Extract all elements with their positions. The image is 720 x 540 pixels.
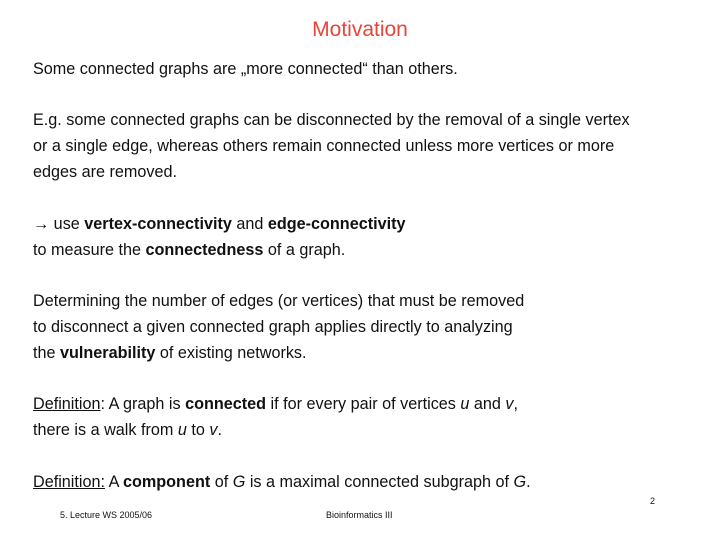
definition-connected-line-2: there is a walk from u to v.: [33, 421, 222, 439]
arrow-icon: →: [33, 215, 50, 233]
slide-title: Motivation: [312, 18, 408, 41]
definition-component: [33, 469, 703, 495]
term-component: component: [123, 473, 211, 491]
term-edge-connectivity: edge-connectivity: [267, 215, 406, 233]
definition-connected-line-1: Definition: A graph is connected if for every pair of vertices u and v,: [33, 395, 519, 413]
term-connected: connected: [185, 395, 267, 413]
definition-label: Definition: [33, 395, 101, 413]
paragraph-connectivity-line-1: → use vertex-connectivity and edge-connectivity: [33, 215, 406, 233]
paragraph-intro-text: Some connected graphs are „more connected“ than others.: [33, 60, 458, 78]
paragraph-example-line-1: E.g. some connected graphs can be disconnected by the removal of a single vertex: [33, 111, 630, 129]
footer-course: Bioinformatics III: [326, 510, 393, 520]
definition-connected: [33, 391, 703, 443]
paragraph-example-line-3: edges are removed.: [33, 163, 177, 181]
definition-component-line: Definition: A component of G is a maximal connected subgraph of G.: [33, 473, 531, 491]
paragraph-vulnerability-line-2: to disconnect a given connected graph applies directly to analyzing: [33, 318, 513, 336]
paragraph-vulnerability: [33, 288, 703, 366]
paragraph-connectivity-line-2: to measure the connectedness of a graph.: [33, 241, 346, 259]
page-number: 2: [650, 496, 656, 506]
paragraph-example-line-2: or a single edge, whereas others remain connected unless more vertices or more: [33, 137, 615, 155]
term-vertex-connectivity: vertex-connectivity: [84, 215, 232, 233]
footer-lecture: 5. Lecture WS 2005/06: [60, 510, 153, 520]
term-connectedness: connectedness: [145, 241, 264, 259]
definition-label: Definition:: [33, 473, 105, 491]
paragraph-connectivity: [33, 211, 703, 263]
term-vulnerability: vulnerability: [60, 344, 156, 362]
paragraph-vulnerability-line-1: Determining the number of edges (or vertices) that must be removed: [33, 292, 525, 310]
paragraph-vulnerability-line-3: the vulnerability of existing networks.: [33, 344, 307, 362]
paragraph-example: [33, 107, 703, 185]
paragraph-intro: [33, 56, 703, 82]
